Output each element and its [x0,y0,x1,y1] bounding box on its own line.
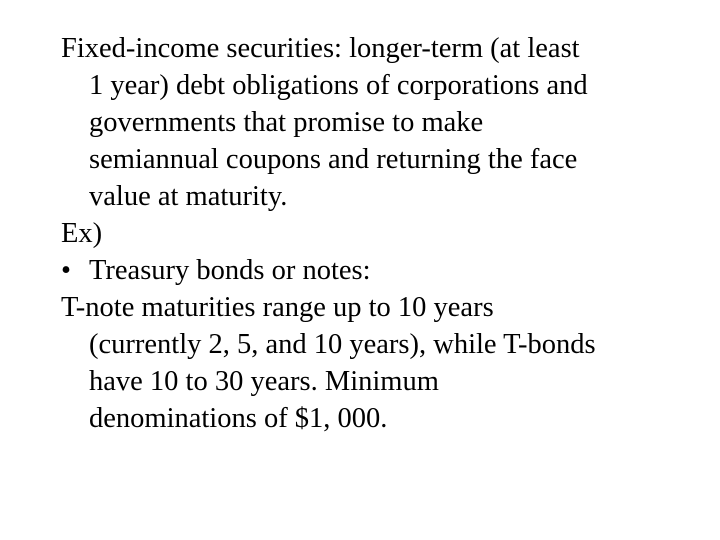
treasury-line: T-note maturities range up to 10 years [61,292,494,323]
definition-line: semiannual coupons and returning the face [89,144,578,175]
bullet-icon: • [61,255,71,286]
definition-line: value at maturity. [89,181,288,212]
treasury-line: have 10 to 30 years. Minimum [89,366,439,397]
bullet-text: Treasury bonds or notes: [89,255,371,286]
bullet-item [61,252,701,289]
treasury-line: (currently 2, 5, and 10 years), while T-bonds [89,329,596,360]
example-label: Ex) [61,218,103,249]
definition-line: governments that promise to make [89,107,484,138]
definition-paragraph [61,30,701,215]
definition-line: Fixed-income securities: longer-term (at least [61,33,580,64]
treasury-line: denominations of $1, 000. [89,403,388,434]
treasury-paragraph [61,289,701,437]
definition-line: 1 year) debt obligations of corporations and [89,70,588,101]
slide-body [61,30,701,437]
